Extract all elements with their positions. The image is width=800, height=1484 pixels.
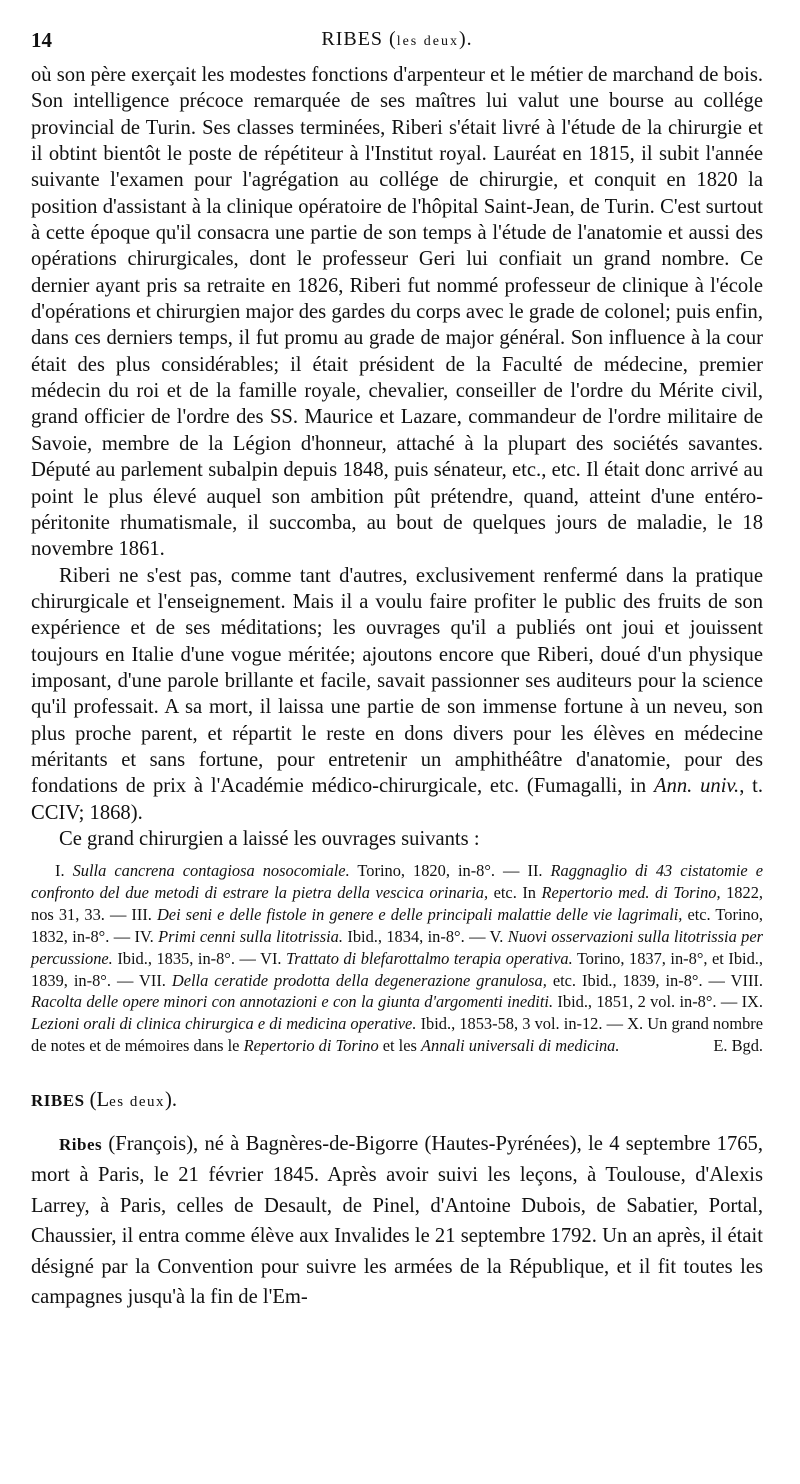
work-title-10: Lezioni orali di clinica chirurgica e di medicina operative.	[31, 1014, 417, 1034]
works-num-11: Ibid., 1853-58, 3 vol. in-12. — X. Un grand nombre de notes et de mémoires dans le	[31, 1014, 763, 1056]
paragraph-2	[31, 563, 763, 826]
heading-paren-close: ).	[165, 1088, 178, 1111]
entry-paren-close: ),	[186, 1132, 199, 1155]
running-title-small: les deux	[396, 34, 459, 49]
paragraph-3: Ce grand chirurgien a laissé les ouvrages suivants :	[59, 827, 480, 850]
page	[31, 28, 763, 1312]
works-num-8: Torino, 1837, in-8°, et Ibid., 1839, in-8°. — VII.	[31, 948, 763, 990]
work-title-1: Sulla cancrena contagiosa nosocomiale.	[72, 861, 350, 881]
entry-paren-open: (F	[102, 1132, 127, 1155]
work-title-8: Della ceratide prodotta della degenerazione granulosa,	[171, 970, 547, 990]
heading-paren-open: (L	[84, 1088, 110, 1111]
entry-paren-small: rançois	[126, 1132, 187, 1155]
work-title-3: Repertorio med. di Torino,	[541, 883, 721, 903]
work-title-7: Trattato di blefarottalmo terapia operativa.	[286, 948, 573, 968]
works-list	[31, 860, 763, 1057]
running-title-main: RIBES (	[321, 28, 397, 50]
running-header	[31, 28, 763, 62]
author-signature: E. Bgd.	[713, 1036, 763, 1056]
entry-headword: Ribes	[59, 1134, 103, 1154]
entry-text: né à Bagnères-de-Bigorre (Hautes-Pyrénées), le 4 septembre 1765, mort à Paris, le 21 février 1845. Après avoir suivi les leçons, à Toulouse, d'Alexis Larrey, à Paris, celles de Desault, de Pinel, d'Antoine Dubois, de Sabatier, Portal, Chaussier, il entra comme élève aux Invalides le 21 septembre 1792. Un an après, il était désigné par la Convention pour suivre les armées de la République, et il fit toutes les campagnes jusqu'à la fin de l'Em-	[31, 1132, 763, 1308]
work-title-6: Nuovi osservazioni sulla litotrissia per percussione.	[31, 926, 763, 968]
article-body	[31, 1129, 763, 1312]
paragraph-2-italic: Ann. univ.	[654, 775, 740, 798]
heading-paren-small: es deux	[109, 1093, 166, 1110]
work-title-4: Dei seni e delle fistole in genere e delle principali malattie delle vie lagrimali,	[156, 905, 683, 924]
works-num-9: etc. Ibid., 1839, in-8°. — VIII.	[546, 970, 763, 990]
work-title-2: Raggnaglio di 43 cistatomie e confronto del due metodi di estrare la pietra della vescica orinaria,	[31, 861, 763, 903]
works-num-4: 1822, nos 31, 33. — III.	[31, 883, 763, 924]
article-heading	[31, 1087, 763, 1115]
paragraph-2-b: , t. CCIV; 1868).	[31, 775, 764, 824]
body-text	[31, 62, 763, 852]
works-num-6: Ibid., 1834, in-8°. — V.	[342, 926, 508, 946]
work-title-12: Annali universali di medicina.	[421, 1036, 620, 1056]
works-num-12: et les	[378, 1036, 421, 1056]
works-num-10: Ibid., 1851, 2 vol. in-8°. — IX.	[553, 992, 763, 1012]
works-num-5: etc. Torino, 1832, in-8°. — IV.	[31, 905, 763, 946]
works-num-7: Ibid., 1835, in-8°. — VI.	[112, 948, 287, 968]
works-num-2: Torino, 1820, in-8°. — II.	[349, 861, 551, 881]
running-title-close: ).	[458, 28, 473, 50]
running-title	[31, 28, 763, 51]
page-number: 14	[31, 28, 52, 52]
paragraph-1: où son père exerçait les modestes fonctions d'arpenteur et le métier de marchand de bois. Son intelligence précoce remarquée de ses maîtres lui valut une bourse au collége provincial de Turin. Ses classes terminées, Riberi s'était livré à l'étude de la chirurgie et il obtint bientôt le poste de répétiteur à l'Institut royal. Lauréat en 1815, il subit l'année suivante l'examen pour l'agrégation au collége de chirurgie, et conquit en 1820 la position d'assistant à la clinique opératoire de l'hôpital Saint-Jean, de Turin. C'est surtout à cette époque qu'il consacra une partie de son temps à l'étude de l'anatomie et aussi des opérations chirurgicales, dont le professeur Geri lui confiait un grand nombre. Ce dernier ayant pris sa retraite en 1826, Riberi fut nommé professeur de clinique à l'école d'opérations et chirurgien major des gardes du corps avec le grade de colonel; puis enfin, dans ces derniers temps, il fut promu au grade de major général. Son influence à la cour était des plus considérables; il était président de la Faculté de médecine, premier médecin du roi et de la famille royale, chevalier, conseiller de l'ordre du Mérite civil, grand officier de l'ordre des SS. Maurice et Lazare, commandeur de l'ordre militaire de Savoie, membre de la Légion d'honneur, attaché à la plupart des sociétés savantes. Député au parlement subalpin depuis 1848, puis sénateur, etc., etc. Il était donc arrivé au point le plus élevé auquel son ambition pût prétendre, quand, atteint d'une entéro-péritonite rhumatismale, il succomba, au bout de quelques jours de maladie, le 18 novembre 1861.	[31, 64, 763, 561]
work-title-9: Racolta delle opere minori con annotazioni e con la giunta d'argomenti inediti.	[31, 992, 554, 1012]
article-headword: RIBES	[31, 1090, 85, 1110]
article-paragraph	[31, 1129, 763, 1312]
work-title-11: Repertorio di Torino	[243, 1036, 379, 1056]
works-num-1: I.	[55, 861, 73, 881]
works-paragraph	[31, 860, 763, 1057]
paragraph-2-a: Riberi ne s'est pas, comme tant d'autres, exclusivement renfermé dans la pratique chirurgicale et l'enseignement. Mais il a voulu faire profiter le public des fruits de son expérience et de ses méditations; les ouvrages qu'il a publiés ont joui et jouissent toujours en Italie d'une vogue méritée; ajoutons encore que Riberi, doué d'un physique imposant, d'une parole brillante et facile, savait passionner ses auditeurs pour la science qu'il professait. A sa mort, il laissa une partie de son immense fortune à un neveu, son plus proche parent, et répartit le reste en dons divers pour les élèves en médecine méritants et sans fortune, pour entretenir un amphithéâtre d'anatomie, pour des fondations de prix à l'Académie médico-chirurgicale, etc. (Fumagalli, in	[31, 564, 763, 798]
work-title-5: Primi cenni sulla litotrissia.	[158, 926, 343, 946]
works-num-3: etc. In	[488, 883, 542, 903]
